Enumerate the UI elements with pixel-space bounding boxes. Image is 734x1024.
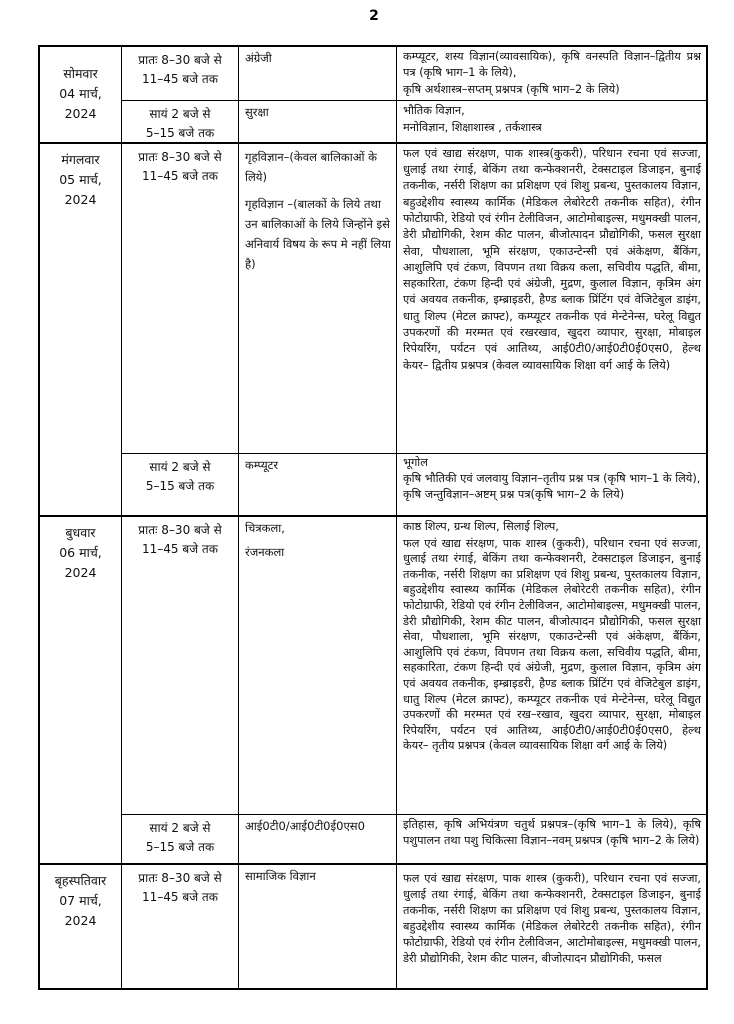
time-line: 11–45 बजे तक — [142, 72, 218, 86]
day-name: बृहस्पतिवार — [54, 873, 107, 889]
syllabus-cell — [397, 815, 706, 864]
syllabus-paragraph: कृषि भौतिकी एवं जलवायु विज्ञान–तृतीय प्रश्न पत्र (कृषि भाग–1 के लिये), — [403, 472, 701, 486]
subject-cell — [239, 517, 397, 814]
session-evening — [122, 100, 706, 142]
subject-cell — [239, 815, 397, 864]
time-line: सायं 2 बजे से — [149, 820, 211, 835]
session-morning — [122, 47, 706, 100]
subject-cell — [239, 454, 397, 515]
day-date: 07 मार्च, — [59, 893, 102, 909]
day-cell — [40, 47, 122, 142]
syllabus-cell — [397, 47, 706, 100]
day-cell — [40, 144, 122, 515]
subject-paragraph: सुरक्षा — [245, 104, 269, 119]
time-line: 11–45 बजे तक — [142, 168, 218, 183]
session-evening — [122, 814, 706, 864]
syllabus-paragraph: काष्ठ शिल्प, ग्रन्थ शिल्प, सिलाई शिल्प, — [403, 520, 559, 533]
day-cell — [40, 517, 122, 863]
day-date: 04 मार्च, — [59, 86, 102, 102]
time-line: प्रातः 8–30 बजे से — [138, 149, 222, 164]
time-line: 5–15 बजे तक — [145, 479, 215, 494]
syllabus-cell — [397, 865, 706, 988]
subject-paragraph: आई0टी0/आई0टी0ई0एस0 — [245, 818, 365, 833]
time-line: 11–45 बजे तक — [142, 890, 218, 905]
day-year: 2024 — [64, 565, 97, 580]
session-morning — [122, 865, 706, 988]
syllabus-paragraph: फल एवं खाद्य संरक्षण, पाक शास्त्र (कुकरी), परिधान रचना एवं सज्जा, धुलाई तथा रंगाई, बेकिंग तथा कन्फेक्शनरी, टेक्सटाइल डिजाइन, बुनाई तकनीक, नर्सरी शिक्षण का प्रशिक्षण एवं शिशु प्रबन्ध, पुस्तकालय विज्ञान, बहुउद्देशीय स्वास्थ्य कार्मिक (मेडिकल लेबोरेटरी तकनीक सहित), रंगीन फोटोग्राफी, रेडियो एवं रंगीन टेलीविजन, आटोमोबाइल्स, मधुमक्खी पालन, डेरी प्रौद्योगिकी, रेशम कीट पालन, बीजोत्पादन प्रौद्योगिकी, फसल सुरक्षा सेवा, पौधशाला, भूमि संरक्षण, एकाउन्टेन्सी एवं अंकेक्षण, बैंकिंग, आशुलिपि एवं टंकण, विपणन तथा विक्रय कला, सचिवीय पद्धति, बीमा, सहकारिता, टंकण हिन्दी एवं अंग्रेजी, मुद्रण, कुलाल विज्ञान, कृत्रिम अंग एवं अवयव तकनीक, इम्ब्राइडरी, हैण्ड ब्लाक प्रिंटिंग एवं वेजिटेबुल डाइंग, धातु शिल्प (मेटल क्राफ्ट), कम्प्यूटर तकनीक एवं मेन्टेनेन्स, घरेलू विद्युत उपकरणों की मरम्मत एवं रख–रखाव, खुदरा व्यापार, सुरक्षा, मोबाइल रिपेयरिंग, पर्यटन एवं आतिथ्य, आई0टी0/आई0टी0ई0एस0, हेल्थ केयर– तृतीय प्रश्नपत्र (केवल व्यावसायिक शिक्षा वर्ग आई के लिये) — [403, 536, 701, 753]
day-name: बुधवार — [65, 525, 96, 540]
syllabus-paragraph: कम्प्यूटर, शस्य विज्ञान(व्यावसायिक), कृषि वनस्पति विज्ञान–द्वितीय प्रश्न पत्र (कृषि भाग–1 के लिये), — [403, 50, 701, 79]
syllabus-cell — [397, 101, 706, 142]
syllabus-paragraph: कृषि जन्तुविज्ञान–अष्टम् प्रश्न पत्र(कृषि भाग–2 के लिये) — [403, 488, 625, 502]
session-morning — [122, 144, 706, 454]
time-line: प्रातः 8–30 बजे से — [138, 871, 222, 886]
syllabus-cell — [397, 454, 706, 515]
time-cell — [122, 454, 239, 515]
subject-paragraph: चित्रकला, — [245, 521, 285, 535]
subject-paragraph: सामाजिक विज्ञान — [245, 869, 316, 884]
subject-paragraph: गृहविज्ञान –(बालकों के लिये तथा उन बालिकाओं के लिये जिन्होंने इसे अनिवार्य विषय के रूप मे नहीं लिया है) — [245, 196, 391, 271]
day-row-tuesday — [40, 142, 706, 515]
time-line: प्रातः 8–30 बजे से — [138, 523, 222, 537]
time-line: प्रातः 8–30 बजे से — [138, 53, 222, 67]
day-year: 2024 — [64, 913, 97, 929]
time-line: 5–15 बजे तक — [145, 125, 215, 140]
subject-cell — [239, 47, 397, 100]
sessions — [122, 517, 706, 863]
subject-paragraph: गृहविज्ञान–(केवल बालिकाओं के लिये) — [245, 149, 377, 184]
day-year: 2024 — [64, 106, 97, 122]
day-row-wednesday — [40, 515, 706, 863]
syllabus-paragraph: भौतिक विज्ञान, — [403, 103, 465, 117]
day-row-monday — [40, 47, 706, 142]
subject-cell — [239, 144, 397, 454]
day-name: सोमवार — [63, 66, 98, 82]
day-year: 2024 — [64, 191, 97, 207]
time-cell — [122, 865, 239, 988]
time-line: 5–15 बजे तक — [145, 839, 215, 854]
syllabus-cell — [397, 517, 706, 814]
time-cell — [122, 144, 239, 454]
syllabus-paragraph: मनोविज्ञान, शिक्षाशास्त्र , तर्कशास्त्र — [403, 120, 542, 134]
day-cell — [40, 865, 122, 988]
subject-cell — [239, 865, 397, 988]
time-cell — [122, 101, 239, 142]
subject-paragraph: कम्प्यूटर — [245, 458, 279, 473]
session-morning — [122, 517, 706, 814]
page-number: 2 — [369, 8, 379, 24]
time-line: 11–45 बजे तक — [142, 542, 218, 556]
day-date: 05 मार्च, — [59, 171, 102, 187]
session-evening — [122, 453, 706, 515]
time-line: सायं 2 बजे से — [149, 460, 211, 475]
syllabus-paragraph: भूगोल — [403, 456, 428, 470]
syllabus-paragraph: फल एवं खाद्य संरक्षण, पाक शास्त्र(कुकरी), परिधान रचना एवं सज्जा, धुलाई तथा रंगाई, बेकिंग तथा कन्फेक्शनरी, टेक्सटाइल डिजाइन, बुनाई तकनीक, नर्सरी शिक्षण का प्रशिक्षण एवं शिशु प्रबन्ध, पुस्तकालय विज्ञान, बहुउद्देशीय स्वास्थ्य कार्मिक (मेडिकल लेबोरेटरी तकनीक सहित), रंगीन फोटोग्राफी, रेडियो एवं रंगीन टेलीविजन, आटोमोबाइल्स, मधुमक्खी पालन, डेरी प्रौद्योगिकी, रेशम कीट पालन, बीजोत्पादन प्रौद्योगिकी, फसल सुरक्षा सेवा, पौधशाला, भूमि संरक्षण, एकाउन्टेन्सी एवं अंकेक्षण, बैंकिंग, आशुलिपि एवं टंकण, विपणन तथा विक्रय कला, सचिवीय पद्धति, बीमा, सहकारिता, टंकण हिन्दी एवं अंग्रेजी, मुद्रण, कुलाल विज्ञान, कृत्रिम अंग एवं अवयव तकनीक, इम्ब्राइडरी, हैण्ड ब्लाक प्रिंटिंग एवं वेजिटेबुल डाइंग, धातु शिल्प (मेटल क्राफ्ट), कम्प्यूटर तकनीक एवं मेन्टेनेन्स, घरेलू विद्युत उपकरणों की मरम्मत एवं रखरखाव, खुदरा व्यापार, सुरक्षा, मोबाइल रिपेयरिंग, पर्यटन एवं आतिथ्य, आई0टी0/आई0टी0ई0एस0, हेल्थ केयर– द्वितीय प्रश्नपत्र (केवल व्यावसायिक शिक्षा वर्ग आई के लिये) — [403, 146, 701, 372]
sessions — [122, 47, 706, 142]
syllabus-paragraph: फल एवं खाद्य संरक्षण, पाक शास्त्र (कुकरी), परिधान रचना एवं सज्जा, धुलाई तथा रंगाई, बेकिंग तथा कन्फेक्शनरी, टेक्सटाइल डिजाइन, बुनाई तकनीक, नर्सरी शिक्षण का प्रशिक्षण एवं शिशु प्रबन्ध, पुस्तकालय विज्ञान, बहुउद्देशीय स्वास्थ्य कार्मिक (मेडिकल लेबोरेटरी तकनीक सहित), रंगीन फोटोग्राफी, रेडियो एवं रंगीन टेलीविजन, आटोमोबाइल्स, मधुमक्खी पालन, डेरी प्रौद्योगिकी, रेशम कीट पालन, बीजोत्पादन प्रौद्योगिकी, फसल — [403, 872, 701, 965]
subject-cell — [239, 101, 397, 142]
sessions — [122, 144, 706, 515]
syllabus-paragraph: कृषि अर्थशास्त्र–सप्तम् प्रश्नपत्र (कृषि भाग–2 के लिये) — [403, 82, 620, 96]
time-cell — [122, 815, 239, 864]
syllabus-paragraph: इतिहास, कृषि अभियंत्रण चतुर्थ प्रश्नपत्र–(कृषि भाग–1 के लिये), कृषि पशुपालन तथा पशु चिकित्सा विज्ञान–नवम् प्रश्नपत्र (कृषि भाग–2 के लिये) — [403, 817, 701, 847]
subject-paragraph: अंग्रेजी — [245, 51, 272, 65]
day-name: मंगलवार — [61, 151, 100, 167]
syllabus-cell — [397, 144, 706, 454]
exam-timetable-table — [38, 45, 708, 990]
day-date: 06 मार्च, — [59, 545, 102, 560]
time-cell — [122, 47, 239, 100]
sessions — [122, 865, 706, 988]
time-line: सायं 2 बजे से — [149, 106, 211, 121]
subject-paragraph: रंजनकला — [245, 545, 285, 559]
time-cell — [122, 517, 239, 814]
day-row-thursday — [40, 863, 706, 988]
